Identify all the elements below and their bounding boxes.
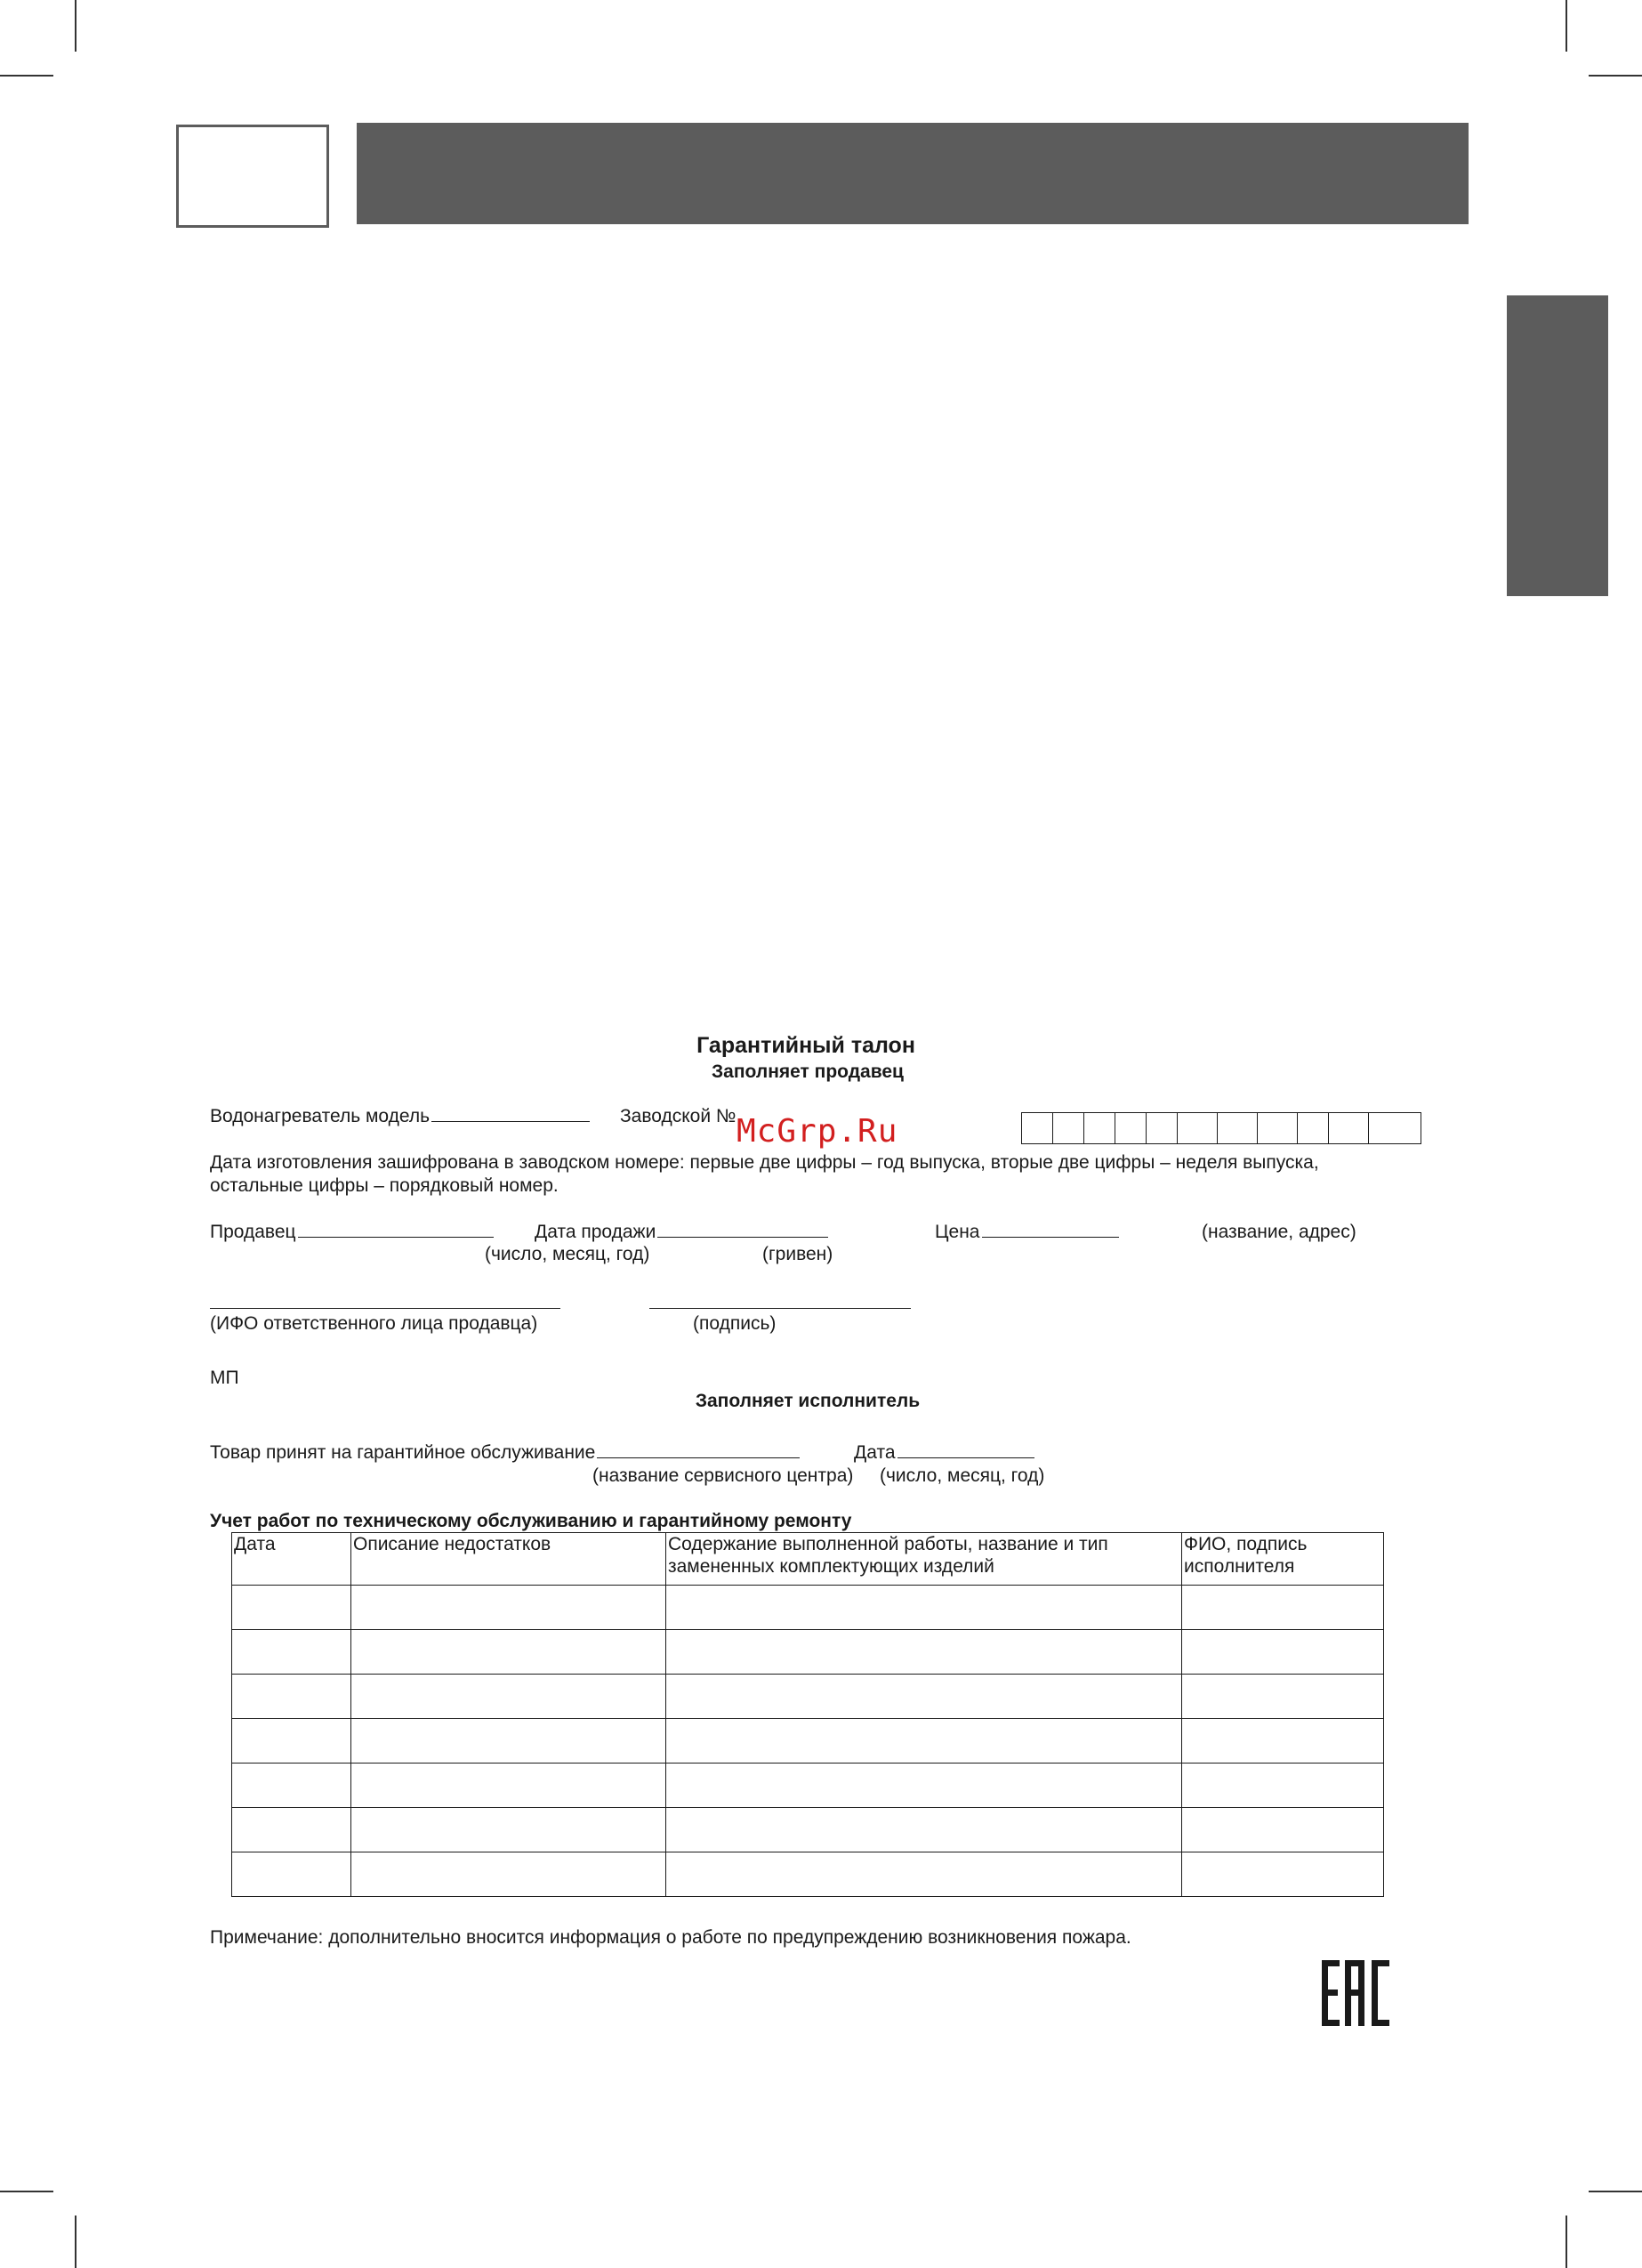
date-note-2: остальные цифры – порядковый номер.: [210, 1175, 559, 1196]
log-cell: [1182, 1586, 1384, 1630]
log-cell: [666, 1675, 1182, 1719]
seller-section-heading: Заполняет продавец: [712, 1061, 904, 1082]
log-cell: [232, 1586, 351, 1630]
log-cell: [1182, 1630, 1384, 1675]
price-field: [935, 1221, 1119, 1243]
log-cell: [232, 1675, 351, 1719]
log-cell: [666, 1719, 1182, 1764]
responsible-blank: [210, 1308, 560, 1309]
log-cell: [666, 1808, 1182, 1852]
price-label: Цена: [935, 1222, 980, 1242]
eac-mark: [1322, 1960, 1389, 2026]
log-row: [232, 1586, 1384, 1630]
page-number-box: [176, 125, 329, 228]
accepted-field: [210, 1441, 800, 1464]
log-cell: [232, 1719, 351, 1764]
log-cell: [351, 1586, 666, 1630]
price-blank: [982, 1221, 1119, 1238]
sale-date-blank: [657, 1221, 828, 1238]
form-title: Гарантийный талон: [696, 1033, 915, 1058]
log-cell: [666, 1764, 1182, 1808]
log-cell: [351, 1630, 666, 1675]
log-column-header: Дата: [232, 1533, 351, 1586]
log-cell: [351, 1675, 666, 1719]
log-row: [232, 1719, 1384, 1764]
log-column-header: Содержание выполненной работы, название и тип замененных комплектующих изделий: [666, 1533, 1182, 1586]
seller-field: [210, 1221, 494, 1243]
signature-blank: [649, 1308, 911, 1309]
log-cell: [1182, 1675, 1384, 1719]
accepted-date-blank: [897, 1441, 1034, 1458]
stamp-label: МП: [210, 1368, 239, 1388]
seller-label: Продавец: [210, 1222, 296, 1242]
crop-mark: [1566, 0, 1567, 52]
log-cell: [351, 1764, 666, 1808]
service-center-hint: (название сервисного центра): [592, 1465, 854, 1486]
log-title: Учет работ по техническому обслуживанию и гарантийному ремонту: [210, 1511, 852, 1531]
log-cell: [351, 1852, 666, 1897]
sale-date-field: [535, 1221, 828, 1243]
sale-date-label: Дата продажи: [535, 1222, 656, 1242]
model-field: [210, 1105, 590, 1127]
service-log-table: [231, 1532, 1384, 1897]
log-cell: [1182, 1852, 1384, 1897]
crop-mark: [0, 2191, 53, 2192]
log-cell: [1182, 1719, 1384, 1764]
accepted-date-label: Дата: [854, 1442, 896, 1463]
log-row: [232, 1852, 1384, 1897]
accepted-blank: [597, 1441, 800, 1458]
crop-mark: [0, 75, 53, 77]
serial-number-boxes: [1021, 1112, 1421, 1144]
log-cell: [351, 1719, 666, 1764]
side-tab: [1507, 295, 1608, 596]
model-blank: [431, 1105, 590, 1122]
serial-label: Заводской №: [620, 1106, 736, 1126]
crop-mark: [1589, 2191, 1642, 2192]
signature-hint: (подпись): [693, 1313, 777, 1334]
log-cell: [666, 1852, 1182, 1897]
log-header-row: [232, 1533, 1384, 1586]
date-note: Дата изготовления зашифрована в заводском номере: первые две цифры – год выпуска, вторые две цифры – неделя выпуска,: [210, 1152, 1319, 1173]
log-row: [232, 1764, 1384, 1808]
executor-section-heading: Заполняет исполнитель: [695, 1391, 921, 1411]
accepted-label: Товар принят на гарантийное обслуживание: [210, 1442, 596, 1463]
log-row: [232, 1675, 1384, 1719]
log-cell: [232, 1852, 351, 1897]
name-address-hint: (название, адрес): [1202, 1222, 1356, 1242]
watermark: McGrp.Ru: [736, 1113, 898, 1150]
crop-mark: [75, 2216, 76, 2268]
crop-mark: [1566, 2216, 1567, 2268]
date-hint: (число, месяц, год): [485, 1244, 650, 1264]
accepted-date-hint: (число, месяц, год): [880, 1465, 1045, 1486]
crop-mark: [75, 0, 76, 52]
log-cell: [1182, 1764, 1384, 1808]
model-label: Водонагреватель модель: [210, 1106, 431, 1126]
log-cell: [666, 1630, 1182, 1675]
eac-mark-icon: [1322, 1960, 1389, 2026]
crop-mark: [1589, 75, 1642, 77]
log-column-header: Описание недостатков: [351, 1533, 666, 1586]
responsible-hint: (ИФО ответственного лица продавца): [210, 1313, 538, 1334]
log-cell: [666, 1586, 1182, 1630]
log-column-header: ФИО, подпись исполнителя: [1182, 1533, 1384, 1586]
log-row: [232, 1630, 1384, 1675]
log-cell: [232, 1808, 351, 1852]
log-cell: [1182, 1808, 1384, 1852]
accepted-date-field: [854, 1441, 1034, 1464]
log-cell: [232, 1630, 351, 1675]
currency-hint: (гривен): [762, 1244, 833, 1264]
log-cell: [232, 1764, 351, 1808]
note: Примечание: дополнительно вносится информация о работе по предупреждению возникновения пожара.: [210, 1927, 1131, 1948]
seller-blank: [298, 1221, 494, 1238]
log-row: [232, 1808, 1384, 1852]
header-bar: [357, 123, 1469, 224]
log-cell: [351, 1808, 666, 1852]
